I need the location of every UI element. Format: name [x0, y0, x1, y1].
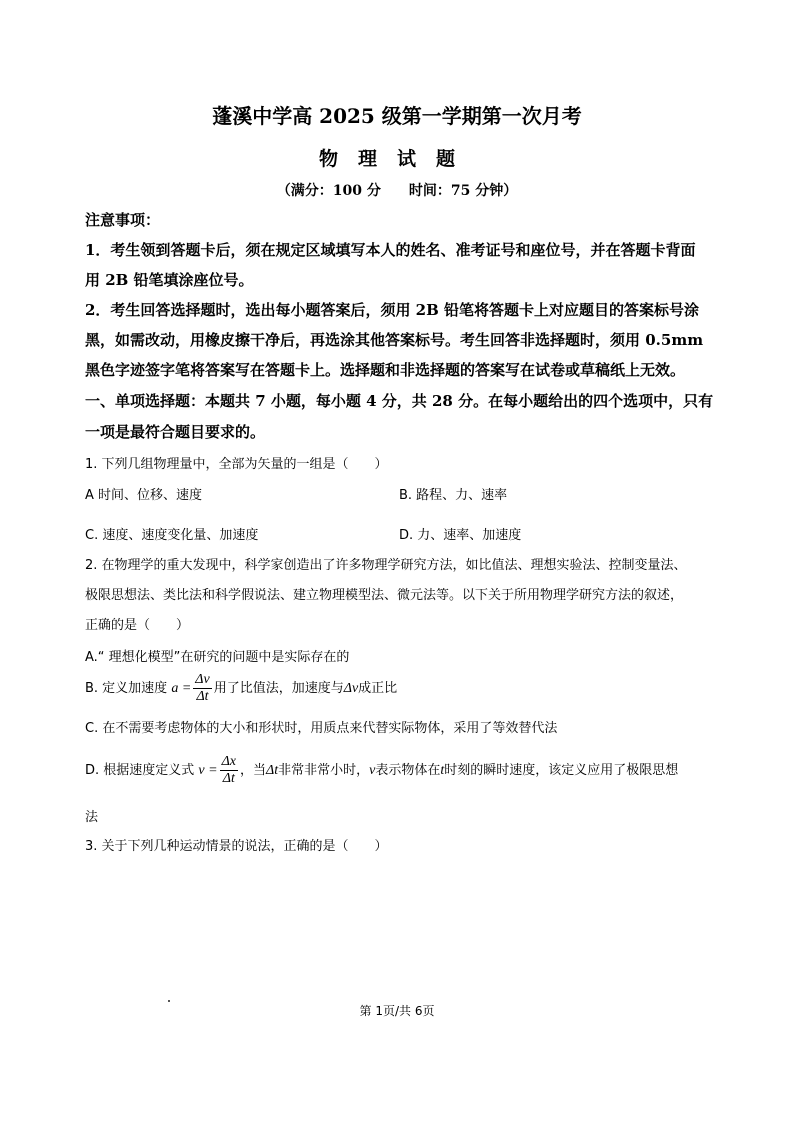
option-b-fraction-denominator: Δt — [196, 689, 209, 704]
subject-title: 物理试题 — [318, 148, 475, 170]
notice-item-1-line-2: 用 2B 铅笔填涂座位号。 — [85, 271, 254, 289]
question-1-stem: 1. 下列几组物理量中，全部为矢量的一组是（ ） — [85, 457, 388, 472]
question-2-option-c: C. 在不需要考虑物体的大小和形状时，用质点来代替实际物体，采用了等效替代法 — [85, 721, 558, 736]
question-2-stem-line-3: 正确的是（ ） — [85, 618, 190, 633]
notice-heading: 注意事项： — [85, 211, 161, 229]
option-d-fraction-numerator: Δx — [221, 754, 237, 769]
section-1-line-2: 一项是最符合题目要求的。 — [85, 423, 266, 441]
notice-item-2-line-3: 黑色字迹签字笔将答案写在答题卡上。选择题和非选择题的答案写在试卷或草稿纸上无效。 — [85, 361, 686, 379]
option-b-fraction — [193, 673, 211, 704]
question-2-option-d — [85, 754, 678, 788]
option-d-t: t — [440, 763, 445, 778]
option-d-formula-lhs: v = — [198, 763, 218, 778]
question-1-option-c: C. 速度、速度变化量、加速度 — [85, 528, 259, 543]
option-d-mid-4: 时刻的瞬时速度，该定义应用了极限思想 — [444, 763, 679, 778]
exam-info: （满分：100 分 时间：75 分钟） — [276, 183, 518, 199]
question-1-option-a: A 时间、位移、速度 — [85, 488, 203, 503]
option-d-mid-3: 表示物体在 — [375, 763, 441, 778]
question-3-stem: 3. 关于下列几种运动情景的说法，正确的是（ ） — [85, 839, 388, 854]
option-d-prefix: D. 根据速度定义式 — [85, 763, 195, 778]
question-2-option-b — [85, 672, 397, 706]
option-b-suffix: 成正比 — [358, 681, 398, 696]
option-b-fraction-numerator: Δv — [195, 672, 210, 687]
notice-item-1-line-1: 1．考生领到答题卡后，须在规定区域填写本人的姓名、准考证号和座位号，并在答题卡背面 — [85, 241, 696, 259]
question-2-stem-line-1: 2. 在物理学的重大发现中，科学家创造出了许多物理学研究方法，如比值法、理想实验法、控制变量法、 — [85, 558, 687, 573]
exam-title: 蓬溪中学高 2025 级第一学期第一次月考 — [212, 104, 582, 128]
question-2-option-d-line-2: 法 — [85, 810, 99, 825]
notice-item-2-line-2: 黑，如需改动，用橡皮擦干净后，再选涂其他答案标号。考生回答非选择题时，须用 0.5mm — [85, 331, 704, 349]
section-1-line-1: 一、单项选择题：本题共 7 小题，每小题 4 分，共 28 分。在每小题给出的四个选项中，只有 — [85, 392, 714, 410]
option-b-prefix: B. 定义加速度 — [85, 681, 168, 696]
option-d-fraction — [220, 755, 238, 786]
option-d-fraction-denominator: Δt — [222, 771, 235, 786]
option-d-v: v — [369, 763, 376, 778]
question-2-option-a: A.“ 理想化模型”在研究的问题中是实际存在的 — [85, 650, 350, 665]
option-d-delta-t: Δt — [266, 763, 279, 778]
question-1-option-d: D. 力、速率、加速度 — [399, 528, 522, 543]
question-1-option-b: B. 路程、力、速率 — [399, 488, 508, 503]
option-b-formula-lhs: a = — [171, 681, 192, 696]
page-footer: 第 1页/共 6页 — [359, 1004, 435, 1018]
option-b-mid: 用了比值法，加速度与 — [213, 681, 344, 696]
notice-item-2-line-1: 2．考生回答选择题时，选出每小题答案后，须用 2B 铅笔将答题卡上对应题目的答案标号涂 — [85, 301, 700, 319]
question-2-stem-line-2: 极限思想法、类比法和科学假说法、建立物理模型法、微元法等。以下关于所用物理学研究方法的叙述， — [85, 588, 684, 603]
option-b-delta-v: Δv — [343, 681, 359, 696]
option-d-mid-1: ，当 — [240, 763, 267, 778]
option-d-mid-2: 非常非常小时， — [278, 763, 370, 778]
